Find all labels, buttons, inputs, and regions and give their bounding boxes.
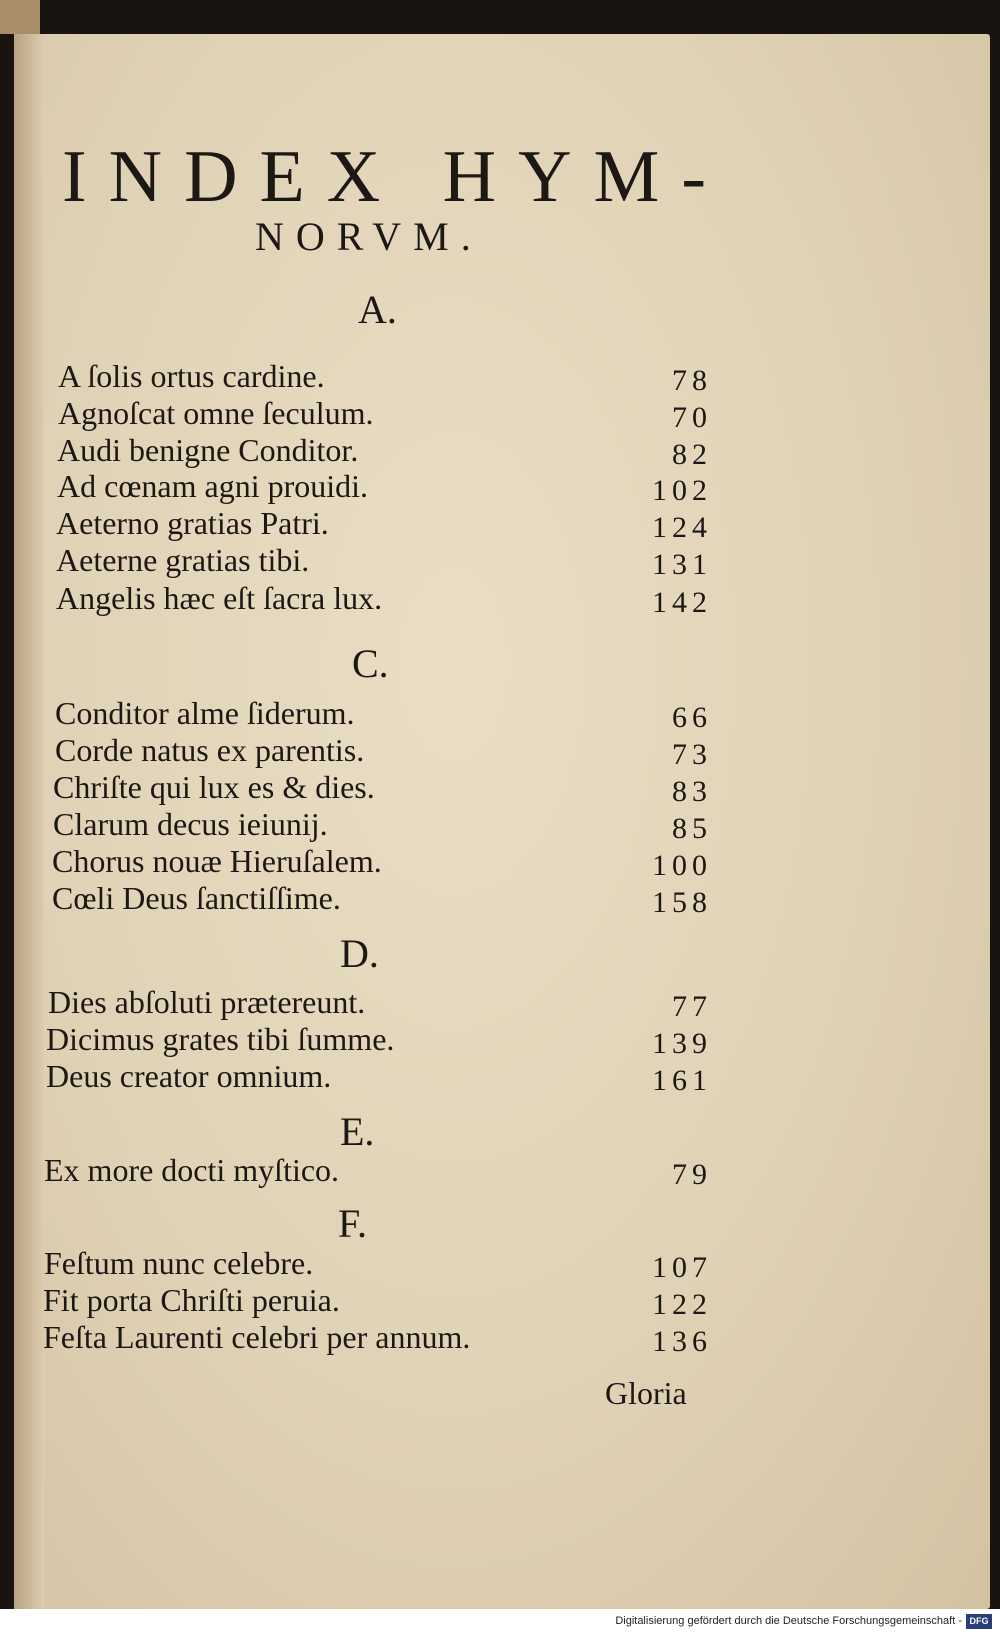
section-letter-c: C. [352,641,389,686]
hymn-title: Chriſte qui lux es & dies. [53,769,375,805]
hymn-title: Conditor alme ſiderum. [55,695,355,731]
index-entry [0,843,980,883]
index-entry [0,505,980,545]
index-entry [0,1021,980,1061]
hymn-title: Chorus nouæ Hieruſalem. [52,843,382,879]
hymn-title: Fit porta Chriſti peruia. [43,1282,340,1318]
index-entry [0,395,980,435]
hymn-title: Ex more docti myſtico. [44,1152,340,1188]
index-entry [0,806,980,846]
index-entry [0,1245,980,1285]
index-entry [0,542,980,582]
page-number: 158 [652,886,712,919]
section-letter-e: E. [340,1109,375,1154]
hymn-title: Feſta Laurenti celebri per annum. [43,1319,471,1355]
hymn-title: Dicimus grates tibi ſumme. [46,1021,395,1057]
page-number: 107 [652,1251,712,1284]
page-number: 70 [672,401,712,434]
index-entry [0,1058,980,1098]
page-number: 142 [652,586,712,619]
page-number: 73 [672,738,712,771]
hymn-title: Aeterno gratias Patri. [56,505,329,541]
funding-notice: Digitalisierung gefördert durch die Deutsche Forschungsgemeinschaft - [615,1615,962,1627]
index-entry [0,984,980,1024]
index-entry [0,769,980,809]
hymn-title: Dies abſoluti prætereunt. [48,984,366,1020]
page-number: 82 [672,438,712,471]
hymn-title: Deus creator omnium. [46,1058,332,1094]
page-number: 83 [672,775,712,808]
page-number: 85 [672,812,712,845]
page-number: 131 [652,548,712,581]
page-number: 100 [652,849,712,882]
index-entry [0,1152,980,1192]
section-letter-a: A. [358,287,397,332]
page-number: 136 [652,1325,712,1358]
hymn-title: Clarum decus ieiunij. [53,806,328,842]
page-number: 122 [652,1288,712,1321]
hymn-title: Aeterne gratias tibi. [56,542,310,578]
index-entry [0,468,980,508]
page-number: 124 [652,511,712,544]
page-corner [0,0,40,34]
page-number: 77 [672,990,712,1023]
index-entry [0,432,980,472]
page-number: 161 [652,1064,712,1097]
index-entry [0,580,980,620]
dfg-logo[interactable]: DFG [966,1614,992,1629]
catchword: Gloria [605,1375,687,1411]
hymn-title: Ad cœnam agni prouidi. [57,468,369,504]
page-number: 79 [672,1158,712,1191]
index-entry [0,1319,980,1359]
index-title-continued: NORVM. [255,214,483,259]
hymn-title: Corde natus ex parentis. [55,732,365,768]
page-number: 66 [672,701,712,734]
section-letter-d: D. [340,931,379,976]
index-title: INDEX HYM- [62,136,728,218]
footer-bar [0,1609,1000,1635]
section-letter-f: F. [338,1201,368,1246]
page-number: 78 [672,364,712,397]
hymn-title: A ſolis ortus cardine. [58,358,325,394]
index-entry [0,695,980,735]
index-entry [0,732,980,772]
hymn-title: Agnoſcat omne ſeculum. [58,395,374,431]
hymn-title: Audi benigne Conditor. [57,432,359,468]
index-entry [0,358,980,398]
index-entry [0,1282,980,1322]
hymn-title: Feſtum nunc celebre. [44,1245,314,1281]
hymn-title: Cœli Deus ſanctiſſime. [52,880,341,916]
hymn-title: Angelis hæc eſt ſacra lux. [56,580,383,616]
page-number: 139 [652,1027,712,1060]
index-entry [0,880,980,920]
page-number: 102 [652,474,712,507]
